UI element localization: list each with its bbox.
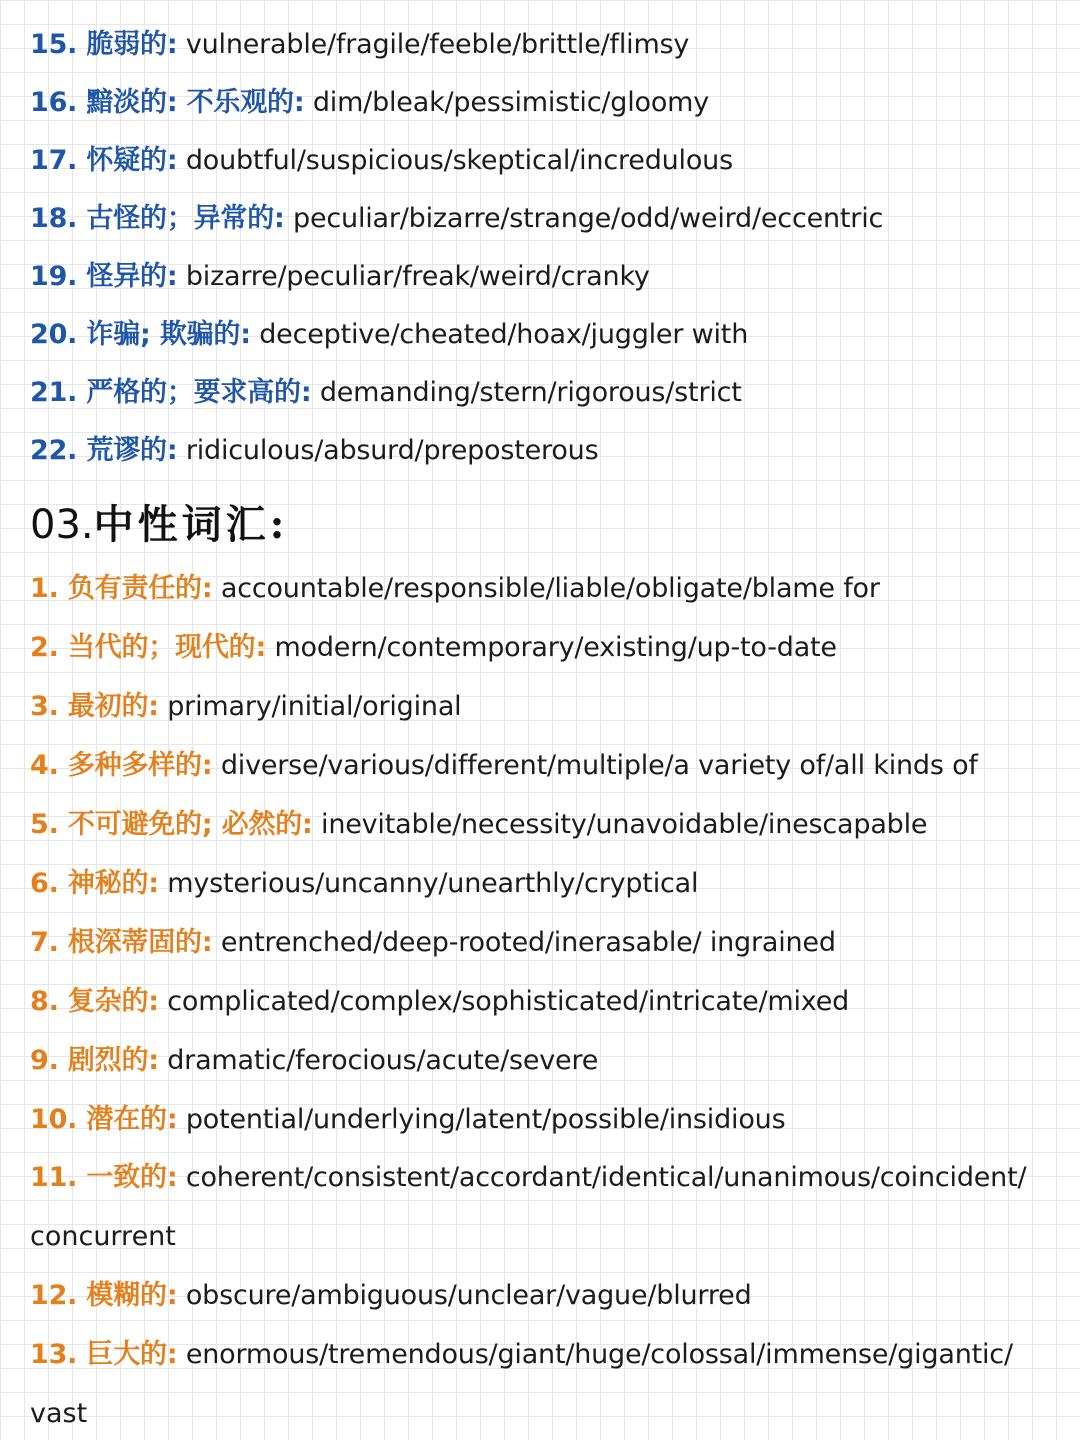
- vocab-entry-20: [30, 320, 1060, 350]
- entry-words: dramatic/ferocious/acute/severe: [167, 1045, 599, 1076]
- vocab-entry-3: [30, 692, 1060, 722]
- heading-title: 中性词汇:: [93, 501, 289, 548]
- vocab-entry-7: [30, 928, 1060, 958]
- vocab-entry-11: [30, 1163, 1060, 1193]
- entry-label: 4. 多种多样的:: [30, 750, 213, 781]
- entry-words: enormous/tremendous/giant/huge/colossal/immense/gigantic/: [185, 1339, 1013, 1370]
- vocab-entry-11-continuation: concurrent: [30, 1221, 176, 1252]
- entry-words: mysterious/uncanny/unearthly/cryptical: [167, 868, 699, 899]
- vocab-entry-9: [30, 1046, 1060, 1076]
- entry-words: bizarre/peculiar/freak/weird/cranky: [185, 261, 650, 292]
- entry-label: 11. 一致的:: [30, 1162, 178, 1193]
- entry-label: 10. 潜在的:: [30, 1104, 178, 1135]
- entry-label: 8. 复杂的:: [30, 986, 159, 1017]
- entry-label: 16. 黯淡的: 不乐观的:: [30, 87, 305, 118]
- entry-label: 15. 脆弱的:: [30, 29, 178, 60]
- vocab-entry-2: [30, 633, 1060, 663]
- entry-words: deceptive/cheated/hoax/juggler with: [259, 319, 749, 350]
- entry-words: modern/contemporary/existing/up-to-date: [274, 632, 837, 663]
- vocab-entry-12: [30, 1281, 1060, 1311]
- entry-words: inevitable/necessity/unavoidable/inescapable: [321, 809, 928, 840]
- entry-words: peculiar/bizarre/strange/odd/weird/eccentric: [293, 203, 884, 234]
- vocab-entry-4: [30, 751, 1060, 781]
- vocab-entry-15: [30, 30, 1060, 60]
- entry-words: vulnerable/fragile/feeble/brittle/flimsy: [185, 29, 690, 60]
- entry-label: 17. 怀疑的:: [30, 145, 178, 176]
- entry-label: 22. 荒谬的:: [30, 435, 178, 466]
- vocab-entry-6: [30, 869, 1060, 899]
- entry-words: doubtful/suspicious/skeptical/incredulous: [185, 145, 733, 176]
- vocab-entry-21: [30, 378, 1060, 408]
- vocab-entry-22: [30, 436, 1060, 466]
- entry-words: accountable/responsible/liable/obligate/blame for: [220, 573, 880, 604]
- entry-label: 1. 负有责任的:: [30, 573, 213, 604]
- vocab-entry-17: [30, 146, 1060, 176]
- entry-words: potential/underlying/latent/possible/insidious: [185, 1104, 786, 1135]
- entry-label: 3. 最初的:: [30, 691, 159, 722]
- vocab-entry-1: [30, 574, 1060, 604]
- entry-label: 18. 古怪的；异常的:: [30, 203, 285, 234]
- entry-label: 21. 严格的；要求高的:: [30, 377, 312, 408]
- entry-label: 7. 根深蒂固的:: [30, 927, 213, 958]
- entry-label: 9. 剧烈的:: [30, 1045, 159, 1076]
- entry-words: entrenched/deep-rooted/inerasable/ ingrained: [220, 927, 836, 958]
- entry-label: 20. 诈骗; 欺骗的:: [30, 319, 251, 350]
- entry-label: 13. 巨大的:: [30, 1339, 178, 1370]
- entry-words: ridiculous/absurd/preposterous: [185, 435, 599, 466]
- entry-label: 2. 当代的；现代的:: [30, 632, 267, 663]
- entry-words: coherent/consistent/accordant/identical/unanimous/coincident/: [185, 1162, 1027, 1193]
- entry-label: 19. 怪异的:: [30, 261, 178, 292]
- vocab-entry-5: [30, 810, 1060, 840]
- entry-words: demanding/stern/rigorous/strict: [319, 377, 742, 408]
- vocab-entry-13-continuation: vast: [30, 1398, 88, 1429]
- entry-words: complicated/complex/sophisticated/intricate/mixed: [167, 986, 850, 1017]
- entry-words: obscure/ambiguous/unclear/vague/blurred: [185, 1280, 752, 1311]
- section-heading: [30, 502, 288, 548]
- entry-words: primary/initial/original: [167, 691, 462, 722]
- vocab-entry-13: [30, 1340, 1060, 1370]
- vocab-entry-18: [30, 204, 1060, 234]
- entry-label: 12. 模糊的:: [30, 1280, 178, 1311]
- vocab-entry-10: [30, 1105, 1060, 1135]
- entry-label: 5. 不可避免的; 必然的:: [30, 809, 313, 840]
- entry-words: dim/bleak/pessimistic/gloomy: [312, 87, 710, 118]
- vocab-entry-16: [30, 88, 1060, 118]
- entry-label: 6. 神秘的:: [30, 868, 159, 899]
- vocab-entry-8: [30, 987, 1060, 1017]
- heading-number: 03.: [30, 502, 94, 548]
- vocab-entry-19: [30, 262, 1060, 292]
- entry-words: diverse/various/different/multiple/a variety of/all kinds of: [220, 750, 978, 781]
